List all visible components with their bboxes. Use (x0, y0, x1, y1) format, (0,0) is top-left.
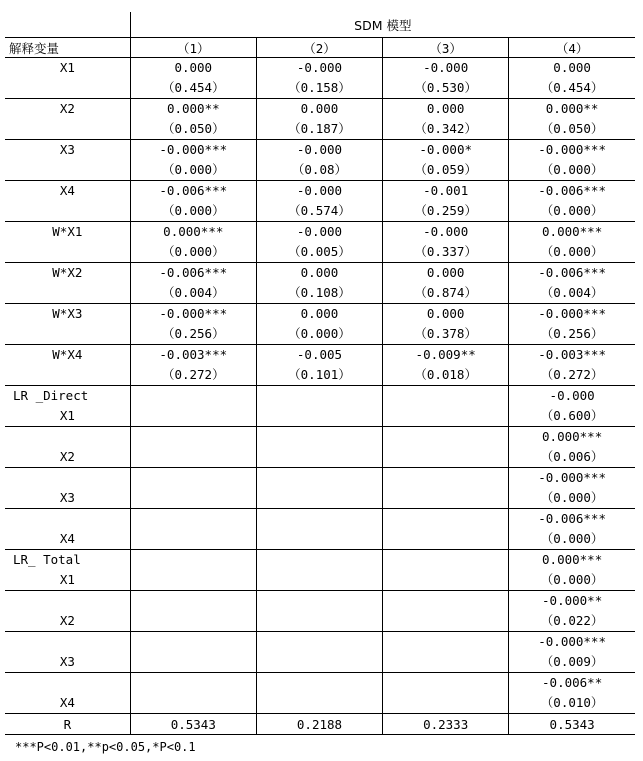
p-value: （0.101） (288, 367, 351, 382)
p-value: （0.08） (291, 162, 348, 177)
header-blank-cell (5, 12, 130, 38)
p-value: （0.009） (540, 654, 604, 669)
coef-value: -0.000*** (538, 470, 606, 485)
p-value: （0.000） (288, 326, 351, 341)
coef-value: -0.000 (549, 388, 595, 403)
coef-value: 0.000 (174, 60, 213, 75)
coef-value: -0.001 (423, 183, 469, 198)
p-value: （0.000） (161, 244, 225, 259)
table-row (5, 140, 635, 181)
column-header-4: （4） (509, 38, 635, 58)
table-row (5, 632, 635, 673)
table-row (5, 263, 635, 304)
row-label: X1 (59, 408, 75, 423)
r-value: 0.5343 (130, 714, 256, 735)
r-value: 0.2333 (383, 714, 509, 735)
p-value: （0.256） (161, 326, 225, 341)
variable-label-header: 解释变量 (5, 38, 130, 58)
row-label: X3 (59, 490, 75, 505)
model-header-row (5, 12, 635, 38)
table-row (5, 591, 635, 632)
table-row (5, 181, 635, 222)
p-value: （0.874） (414, 285, 477, 300)
table-row (5, 427, 635, 468)
p-value: （0.574） (288, 203, 351, 218)
coef-value: -0.000 (296, 142, 343, 157)
coef-value: 0.000*** (542, 224, 603, 239)
p-value: （0.050） (540, 121, 604, 136)
column-header-2: （2） (256, 38, 382, 58)
significance-footnote: ***P<0.01,**p<0.05,*P<0.1 (15, 740, 196, 754)
p-value: （0.259） (414, 203, 477, 218)
coef-value: -0.006*** (538, 511, 606, 526)
p-value: （0.010） (540, 695, 604, 710)
p-value: （0.000） (540, 244, 604, 259)
p-value: （0.272） (161, 367, 225, 382)
p-value: （0.600） (540, 408, 604, 423)
table-row (5, 58, 635, 99)
row-label: X4 (59, 695, 75, 710)
row-label: X2 (59, 613, 75, 628)
table-row (5, 673, 635, 714)
p-value: （0.187） (288, 121, 351, 136)
p-value: （0.337） (414, 244, 477, 259)
coef-value: -0.006** (542, 675, 603, 690)
p-value: （0.000） (540, 531, 604, 546)
coef-value: -0.000 (423, 224, 469, 239)
section-title-lr-total: LR_ Total (13, 552, 81, 567)
coef-value: 0.000 (553, 60, 591, 75)
coef-value: 0.000 (426, 306, 465, 321)
table-row (5, 550, 635, 591)
row-label: W*X1 (52, 224, 83, 239)
coef-value: 0.000** (166, 101, 220, 116)
p-value: （0.000） (161, 203, 225, 218)
column-header-3: （3） (383, 38, 509, 58)
coef-value: 0.000*** (542, 552, 603, 567)
coef-value: -0.000*** (159, 306, 228, 321)
section-title-lr-direct: LR _Direct (13, 388, 89, 403)
row-label: W*X4 (52, 347, 83, 362)
row-label: X4 (59, 531, 75, 546)
p-value: （0.000） (540, 203, 604, 218)
row-label: X3 (59, 654, 75, 669)
p-value: （0.004） (161, 285, 225, 300)
coef-value: -0.006*** (538, 265, 606, 280)
coef-value: -0.003*** (538, 347, 606, 362)
coef-value: -0.006*** (159, 183, 228, 198)
coef-value: 0.000** (545, 101, 599, 116)
coef-value: 0.000 (300, 101, 339, 116)
p-value: （0.272） (540, 367, 604, 382)
row-label: X2 (59, 101, 75, 116)
coef-value: -0.005 (296, 347, 343, 362)
table-row (5, 304, 635, 345)
table-row (5, 345, 635, 386)
coef-value: -0.006*** (159, 265, 228, 280)
p-value: （0.000） (540, 490, 604, 505)
table-row (5, 222, 635, 263)
coef-value: 0.000 (300, 265, 339, 280)
coef-value: -0.003*** (159, 347, 228, 362)
coef-value: 0.000 (426, 265, 465, 280)
coef-value: -0.000*** (159, 142, 228, 157)
table-row (5, 386, 635, 427)
column-header-1: （1） (130, 38, 256, 58)
regression-table (5, 12, 635, 735)
p-value: （0.000） (540, 162, 604, 177)
row-label: X2 (59, 449, 75, 464)
table-row (5, 468, 635, 509)
coef-value: 0.000*** (163, 224, 224, 239)
row-label: X1 (59, 572, 75, 587)
p-value: （0.342） (414, 121, 477, 136)
p-value: （0.158） (288, 80, 351, 95)
row-label: X1 (59, 60, 75, 75)
row-label: W*X2 (52, 265, 83, 280)
coef-value: 0.000 (300, 306, 339, 321)
p-value: （0.000） (161, 162, 225, 177)
p-value: （0.256） (540, 326, 604, 341)
r-value: 0.2188 (256, 714, 382, 735)
p-value: （0.050） (161, 121, 225, 136)
row-label: W*X3 (52, 306, 83, 321)
p-value: （0.530） (414, 80, 477, 95)
p-value: （0.022） (540, 613, 604, 628)
coef-value: -0.000** (542, 593, 603, 608)
coef-value: -0.000 (296, 60, 343, 75)
table-row (5, 99, 635, 140)
coef-value: -0.000*** (538, 634, 606, 649)
p-value: （0.454） (540, 80, 604, 95)
row-label: R (5, 714, 130, 735)
r-value: 0.5343 (509, 714, 635, 735)
table-row (5, 509, 635, 550)
coef-value: -0.000 (296, 224, 343, 239)
coef-value: -0.000 (423, 60, 469, 75)
p-value: （0.059） (414, 162, 477, 177)
p-value: （0.004） (540, 285, 604, 300)
coef-value: -0.009** (415, 347, 476, 362)
p-value: （0.018） (414, 367, 477, 382)
coef-value: 0.000*** (542, 429, 603, 444)
coef-value: -0.000* (419, 142, 472, 157)
r-squared-row (5, 714, 635, 735)
p-value: （0.005） (288, 244, 351, 259)
p-value: （0.378） (414, 326, 477, 341)
row-label: X3 (59, 142, 75, 157)
p-value: （0.454） (161, 80, 225, 95)
coef-value: -0.000*** (538, 306, 606, 321)
column-header-row (5, 38, 635, 58)
p-value: （0.108） (288, 285, 351, 300)
coef-value: 0.000 (426, 101, 465, 116)
p-value: （0.000） (540, 572, 604, 587)
row-label: X4 (59, 183, 75, 198)
coef-value: -0.000*** (538, 142, 606, 157)
coef-value: -0.006*** (538, 183, 606, 198)
model-title: SDM 模型 (130, 12, 635, 38)
coef-value: -0.000 (296, 183, 343, 198)
p-value: （0.006） (540, 449, 604, 464)
